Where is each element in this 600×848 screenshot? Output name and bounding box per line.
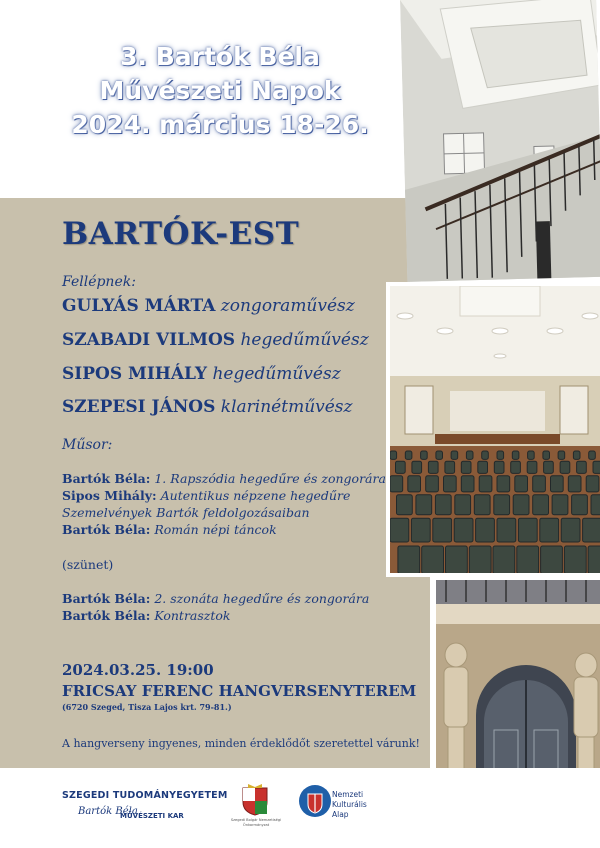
performer-role: hegedűművész [212, 364, 341, 384]
staircase-image [400, 0, 600, 286]
hall-chair [455, 495, 471, 515]
performer-role: klarinétművész [220, 397, 353, 417]
hall-chair [573, 451, 580, 459]
hall-chair [588, 546, 600, 574]
hall-chair [421, 451, 428, 459]
hall-chair [543, 451, 550, 459]
performers-heading: Fellépnek: [62, 274, 136, 290]
hall-chair [586, 476, 599, 492]
performer-name: SZABADI VILMOS [62, 330, 236, 350]
hall-chair [398, 546, 420, 574]
intermission-label: (szünet) [62, 557, 114, 572]
hall-chair [568, 476, 581, 492]
performer-row [62, 330, 369, 350]
hall-chair [445, 461, 455, 473]
nka-logo-icon [298, 784, 332, 818]
program-item [62, 608, 231, 623]
hall-chair [494, 461, 504, 473]
festival-header [0, 40, 440, 142]
venue-address: (6720 Szeged, Tisza Lajos krt. 79-81.) [62, 702, 232, 712]
hall-chair [446, 546, 468, 574]
hall-chair [436, 451, 443, 459]
hall-chair [390, 476, 403, 492]
hall-chair [540, 518, 559, 542]
program-heading: Műsor: [62, 437, 113, 453]
hall-chair [533, 495, 549, 515]
hall-chair [518, 518, 537, 542]
performer-name: SZEPESI JÁNOS [62, 397, 216, 417]
program-item [62, 471, 386, 486]
hall-chair [469, 546, 491, 574]
hall-chair [411, 518, 430, 542]
event-venue: FRICSAY FERENC HANGVERSENYTEREM [62, 682, 417, 700]
performer-row [62, 296, 355, 316]
hall-chair [405, 451, 412, 459]
hall-chair [426, 476, 439, 492]
hall-chair [482, 451, 489, 459]
hall-chair [461, 461, 471, 473]
program-work: 1. Rapszódia hegedűre és zongorára [154, 471, 386, 486]
program-work: Autentikus népzene hegedűre [160, 488, 351, 503]
festival-title-line1: 3. Bartók Béla [120, 42, 320, 71]
hall-chair [561, 518, 580, 542]
hall-chair [513, 495, 529, 515]
hall-chair [397, 495, 413, 515]
nka-line2: Kulturális [332, 800, 367, 809]
program-item [62, 591, 369, 606]
hall-chair [551, 476, 564, 492]
hall-chair [512, 451, 519, 459]
hall-chair [577, 461, 587, 473]
hall-chair [474, 495, 490, 515]
admission-note: A hangverseny ingyenes, minden érdeklődőt szeretettel várunk! [62, 737, 420, 750]
faculty-name: MŰVÉSZETI KAR [120, 812, 184, 820]
bartok-signature: Bartók Béla [78, 806, 138, 817]
program-work: Román népi táncok [154, 522, 277, 537]
hall-chair [478, 461, 488, 473]
hall-chair [412, 461, 422, 473]
hall-chair [541, 546, 563, 574]
event-datetime: 2024.03.25. 19:00 [62, 661, 214, 679]
nka-line1: Nemzeti [332, 790, 364, 799]
hall-chair [428, 461, 438, 473]
program-item [62, 488, 350, 503]
hall-chair [497, 476, 510, 492]
program-composer: Sipos Mihály: [62, 488, 157, 503]
nka-logo-text [332, 790, 367, 820]
hall-chair [572, 495, 588, 515]
program-work: 2. szonáta hegedűre és zongorára [154, 591, 370, 606]
hall-chair [589, 451, 596, 459]
program-work: Kontrasztok [154, 608, 231, 623]
program-item [62, 522, 277, 537]
program-composer: Bartók Béla: [62, 522, 151, 537]
hall-chair [527, 461, 537, 473]
hall-chair [396, 461, 406, 473]
program-composer: Bartók Béla: [62, 608, 151, 623]
nka-line3: Alap [332, 810, 349, 819]
performer-role: hegedűművész [240, 330, 369, 350]
hall-chair [422, 546, 444, 574]
hall-chair [479, 476, 492, 492]
hall-chair [558, 451, 565, 459]
hall-chair [528, 451, 535, 459]
hall-chair [433, 518, 452, 542]
hall-chair [461, 476, 474, 492]
hall-chair [494, 495, 510, 515]
hall-chair [517, 546, 539, 574]
hall-chair [497, 451, 504, 459]
hall-chair [493, 546, 515, 574]
program-composer: Bartók Béla: [62, 591, 151, 606]
hall-chair [390, 451, 397, 459]
hall-chair [416, 495, 432, 515]
performer-name: SIPOS MIHÁLY [62, 364, 208, 384]
hall-chair [591, 495, 600, 515]
hall-chair [533, 476, 546, 492]
performer-row [62, 397, 353, 417]
szte-logo-text: SZEGEDI TUDOMÁNYEGYETEM [62, 790, 228, 801]
hall-chair [560, 461, 570, 473]
hall-chair [390, 518, 409, 542]
hall-chair [515, 476, 528, 492]
hall-chair [466, 451, 473, 459]
program-composer: Bartók Béla: [62, 471, 151, 486]
crest-caption: Szegedi Bolgár Nemzetiségi Önkormányzat [230, 818, 282, 827]
festival-dates: 2024. március 18-26. [71, 110, 369, 139]
hall-chair [511, 461, 521, 473]
performer-name: GULYÁS MÁRTA [62, 296, 216, 316]
program-work: Szemelvények Bartók feldolgozásaiban [62, 505, 310, 520]
hall-chair [544, 461, 554, 473]
festival-title-line2: Művészeti Napok [99, 76, 341, 105]
hall-chair [497, 518, 516, 542]
hall-chair [451, 451, 458, 459]
hall-chair [564, 546, 586, 574]
hall-chair [552, 495, 568, 515]
hall-chair [444, 476, 457, 492]
hall-chair [435, 495, 451, 515]
staircase-photo [400, 0, 600, 286]
hall-chair [583, 518, 600, 542]
concert-hall-photo [386, 282, 600, 577]
hall-chair [454, 518, 473, 542]
event-title: BARTÓK-EST [62, 216, 300, 252]
coat-of-arms-icon [240, 784, 270, 816]
program-item [62, 505, 310, 520]
performer-row [62, 364, 341, 384]
hall-chair [476, 518, 495, 542]
hall-chair [408, 476, 421, 492]
concert-hall-image [390, 286, 600, 577]
hall-chair [593, 461, 600, 473]
performer-role: zongoraművész [220, 296, 355, 316]
